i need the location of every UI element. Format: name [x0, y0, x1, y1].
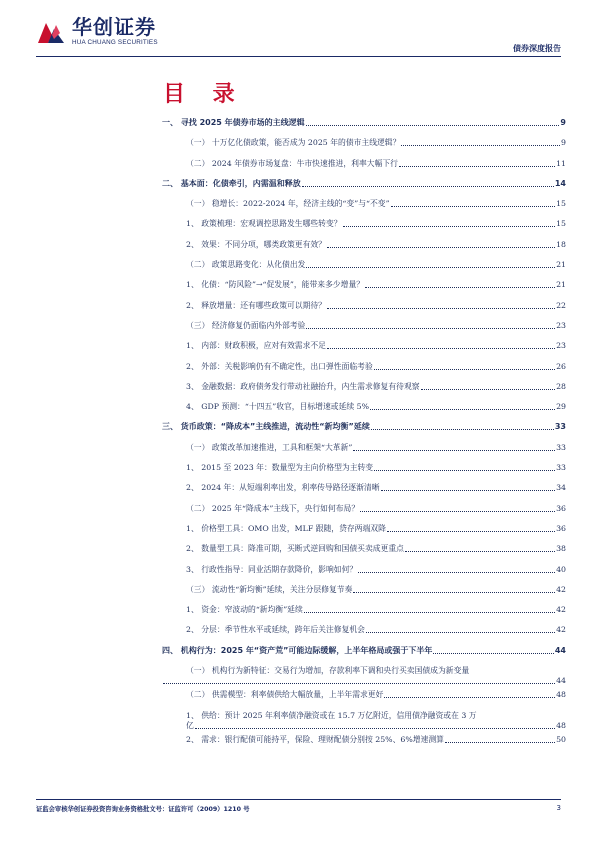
toc-entry-text: 2、 分层：季节性水平或延续，跨年后关注修复机会: [186, 625, 365, 635]
toc-page-number: 36: [556, 503, 566, 513]
toc-leader-dots: [353, 450, 555, 451]
toc-leader-dots: [421, 389, 556, 390]
toc-page-number: 42: [556, 584, 566, 594]
toc-leader-dots: [327, 308, 555, 309]
toc-leader-dots: [304, 612, 555, 613]
toc-entry[interactable]: [162, 159, 566, 169]
toc-entry[interactable]: [162, 240, 566, 250]
toc-page-number: 23: [556, 341, 566, 351]
toc-leader-dots: [366, 632, 555, 633]
toc-leader-dots: [302, 186, 554, 187]
toc-page-number: 26: [556, 361, 566, 371]
toc-leader-dots: [445, 742, 555, 743]
toc-page-number: 33: [556, 442, 566, 452]
toc-entry[interactable]: [162, 301, 566, 311]
toc-page-number: 34: [556, 483, 566, 493]
toc-entry[interactable]: [162, 199, 566, 209]
toc-entry[interactable]: [162, 585, 566, 595]
toc-entry[interactable]: [162, 280, 566, 290]
toc-entry[interactable]: [162, 625, 566, 635]
toc-leader-dots: [371, 429, 554, 430]
toc-leader-dots: [433, 653, 554, 654]
toc-entry-text: 2、 数量型工具：降准可期，买断式逆回购和国债买卖成更重点: [186, 544, 404, 554]
toc-entry-text: 4、 GDP 预测：“十四五”收官，目标增速或延续 5%: [186, 402, 370, 412]
toc-entry-text: （二） 政策思路变化：从化债出发: [186, 260, 306, 270]
toc-page-number: 21: [556, 260, 566, 270]
toc-entry-text: 1、 化债：“防风险”→“促发展”，能带来多少增量？: [186, 280, 365, 290]
toc-leader-dots: [353, 592, 555, 593]
toc-leader-dots: [163, 683, 555, 684]
toc-page-number: 23: [556, 320, 566, 330]
table-of-contents: [162, 118, 566, 755]
toc-entry[interactable]: [162, 463, 566, 473]
toc-entry[interactable]: [162, 118, 566, 128]
toc-page-number: 42: [556, 605, 566, 615]
toc-page-number: 42: [556, 625, 566, 635]
toc-entry[interactable]: [162, 341, 566, 351]
toc-leader-dots: [195, 728, 555, 729]
toc-entry[interactable]: [162, 711, 566, 731]
toc-page-number: 14: [554, 178, 566, 188]
toc-entry-text: 1、 内部：财政积极，应对有效需求不足: [186, 341, 326, 351]
footer-divider: [36, 799, 561, 800]
toc-page-number: 11: [556, 158, 566, 168]
page-number: 3: [556, 804, 561, 812]
toc-page-number: 21: [556, 280, 566, 290]
toc-entry-text: 1、 供给：预计 2025 年利率债净融资或在 15.7 万亿附近，信用债净融资或在 3 万: [186, 710, 477, 720]
toc-leader-dots: [306, 328, 555, 329]
logo-chinese-name: 华创证券: [72, 15, 156, 39]
toc-page-number: 9: [561, 138, 566, 148]
toc-leader-dots: [374, 470, 555, 471]
toc-leader-dots: [306, 125, 560, 126]
toc-entry-text: （二） 供需模型：利率债供给大幅放量，上半年需求更好: [186, 690, 384, 700]
toc-entry[interactable]: [162, 483, 566, 493]
toc-entry-text: 一、 寻找 2025 年债券市场的主线逻辑: [162, 118, 305, 127]
toc-entry-text: 2、 需求：银行配债可能持平，保险、理财配债分别按 25%、6%增速测算: [186, 734, 444, 744]
toc-page-number: 40: [556, 564, 566, 574]
toc-leader-dots: [381, 490, 556, 491]
toc-entry-text: （二） 2025 年“降成本”主线下，央行如何布局？: [186, 503, 360, 513]
toc-entry-text: 1、 资金：窄波动的“新均衡”延续: [186, 605, 303, 615]
toc-page-number: 48: [556, 690, 566, 700]
toc-leader-dots: [374, 369, 555, 370]
toc-entry-text: 2、 效果：不同分项，哪类政策更有效？: [186, 239, 326, 249]
toc-leader-dots: [360, 511, 555, 512]
toc-entry-text: 2、 释放增量：还有哪些政策可以期待？: [186, 300, 326, 310]
toc-entry-text: 四、 机构行为：2025 年“资产荒”可能边际缓解，上半年格局或强于下半年: [162, 645, 433, 655]
toc-entry[interactable]: [162, 690, 566, 700]
toc-page-number: 38: [556, 544, 566, 554]
toc-entry-text: （一） 稳增长：2022-2024 年，经济主线的“变”与“不变”: [186, 199, 390, 209]
header-divider: [36, 56, 561, 57]
toc-leader-dots: [391, 206, 556, 207]
toc-page-number: 15: [556, 199, 566, 209]
toc-page-number: 18: [556, 239, 566, 249]
toc-entry-text: （二） 2024 年债券市场复盘：牛市快速推进，利率大幅下行: [186, 158, 398, 168]
toc-leader-dots: [306, 267, 555, 268]
toc-entry-text: 三、 货币政策：“降成本”主线推进，流动性“新均衡”延续: [162, 422, 370, 432]
toc-entry[interactable]: [162, 138, 566, 148]
toc-entry[interactable]: [162, 565, 566, 575]
toc-leader-dots: [387, 531, 555, 532]
toc-page-number: 33: [554, 422, 566, 432]
toc-leader-dots: [327, 348, 555, 349]
toc-entry[interactable]: [162, 504, 566, 514]
toc-page-number: 33: [556, 463, 566, 473]
toc-entry-text: （三） 经济修复仍面临内外部考验: [186, 320, 306, 330]
toc-page-number: 29: [556, 402, 566, 412]
toc-entry[interactable]: [162, 605, 566, 615]
toc-leader-dots: [370, 409, 555, 410]
toc-leader-dots: [401, 145, 560, 146]
toc-entry-text: 1、 价格型工具：OMO 出发，MLF 跟随，贷存两端双降: [186, 523, 386, 533]
toc-page-number: 50: [556, 734, 566, 744]
toc-entry[interactable]: [162, 260, 566, 270]
toc-page-number: 28: [556, 381, 566, 391]
toc-page-number: 44: [556, 676, 566, 686]
toc-entry-text: （一） 政策改革加速推进，工具和框架“大革新”: [186, 442, 353, 452]
toc-leader-dots: [343, 226, 556, 227]
brand-logo: [36, 17, 158, 46]
toc-entry-text: 3、 金融数据：政府债务发行带动社融抬升，内生需求修复有待观察: [186, 381, 420, 391]
toc-page-number: 22: [556, 300, 566, 310]
toc-entry-text: 2、 2024 年：从短端利率出发，利率传导路径逐渐清晰: [186, 483, 380, 493]
toc-page-number: 9: [560, 118, 566, 127]
toc-page-number: 36: [556, 523, 566, 533]
toc-page-number: 48: [556, 720, 566, 730]
toc-entry-text: 1、 政策梳理：宏观调控思路发生哪些转变？: [186, 219, 342, 229]
logo-english-name: HUA CHUANG SECURITIES: [72, 39, 158, 46]
toc-title: 目 录: [163, 82, 245, 107]
logo-mark-icon: [36, 19, 66, 45]
report-type: 债券深度报告: [513, 44, 561, 53]
toc-entry-text-continued: 亿: [186, 720, 194, 730]
toc-entry[interactable]: [162, 362, 566, 372]
toc-entry[interactable]: [162, 544, 566, 554]
toc-entry[interactable]: [162, 422, 566, 432]
toc-entry-text: 二、 基本面：化债牵引，内需温和释放: [162, 178, 301, 188]
toc-entry[interactable]: [162, 524, 566, 534]
toc-entry[interactable]: [162, 666, 566, 686]
toc-entry[interactable]: [162, 402, 566, 412]
toc-leader-dots: [327, 247, 555, 248]
toc-entry-text: 2、 外部：关税影响仍有不确定性，出口弹性面临考验: [186, 361, 373, 371]
toc-page-number: 15: [556, 219, 566, 229]
toc-entry[interactable]: [162, 179, 566, 189]
toc-entry[interactable]: [162, 321, 566, 331]
toc-entry-text: （一） 十万亿化债政策，能否成为 2025 年的债市主线逻辑？: [186, 138, 401, 148]
toc-leader-dots: [405, 551, 555, 552]
toc-entry-text: （三） 流动性“新均衡”延续，关注分层修复节奏: [186, 584, 353, 594]
page-header: [0, 0, 595, 60]
toc-entry[interactable]: [162, 219, 566, 229]
toc-leader-dots: [399, 166, 555, 167]
toc-entry-text: （一） 机构行为新特征：交易行为增加，存款利率下调和央行买卖国债成为新变量: [186, 666, 470, 676]
footer-disclaimer: 证监会审核华创证券投资咨询业务资格批文号：证监许可（2009）1210 号: [36, 806, 250, 813]
toc-page-number: 44: [554, 645, 566, 655]
toc-entry[interactable]: [162, 646, 566, 656]
toc-leader-dots: [365, 287, 555, 288]
toc-entry[interactable]: [162, 443, 566, 453]
toc-leader-dots: [384, 697, 555, 698]
toc-entry-text: 3、 行政性指导：同业活期存款降价，影响如何？: [186, 564, 358, 574]
toc-entry-text: 1、 2015 至 2023 年：数量型为主向价格型为主转变: [186, 463, 374, 473]
toc-entry[interactable]: [162, 735, 566, 745]
toc-leader-dots: [358, 572, 555, 573]
toc-entry[interactable]: [162, 382, 566, 392]
